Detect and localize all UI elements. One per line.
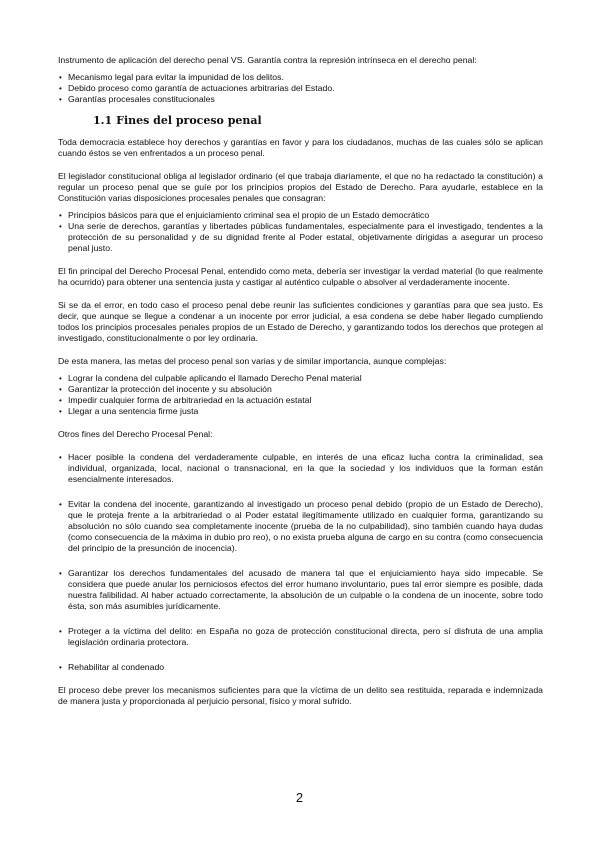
section-heading [58,114,543,128]
list-item: • Mecanismo legal para evitar la impunidad de los delitos. [58,72,543,83]
paragraph: Si se da el error, en todo caso el proceso penal debe reunir las suficientes condiciones y garantías para que sea justo. Es decir, que aunque se llegue a condenar a un inocente por error judicial, a esa condena se debe haber llegado cumpliendo todos los principios procesales penales propios de un Estado de Derecho, y garantizando todos los derechos que protegen al investigado, constitucionalmente o por ley ordinaria. [58,300,543,343]
other-aims-list [58,452,543,673]
list-item: • Garantías procesales constitucionales [58,94,543,105]
list-item: • Rehabilitar al condenado [58,662,543,673]
list-item: • Impedir cualquier forma de arbitrariedad en la actuación estatal [58,395,543,406]
list-item: • Proteger a la víctima del delito: en España no goza de protección constitucional directa, pero sí disfruta de una amplia legislación ordinaria protectora. [58,626,543,648]
section-title: Fines del proceso penal [116,114,262,127]
intro-paragraph: Instrumento de aplicación del derecho penal VS. Garantía contra la represión intrínseca en el derecho penal: [58,55,477,65]
list-item: • Llegar a una sentencia firme justa [58,406,543,417]
page-number: 2 [295,790,304,805]
list-item: • Lograr la condena del culpable aplicando el llamado Derecho Penal material [58,373,543,384]
paragraph: El fin principal del Derecho Procesal Penal, entendido como meta, debería ser investigar la verdad material (lo que realmente ha ocurrido) para obtener una sentencia justa y castigar al auténtico culpable o absolver al verdaderamente inocente. [58,266,543,287]
constitution-list [58,210,543,254]
list-item: • Debido proceso como garantía de actuaciones arbitrarias del Estado. [58,83,543,94]
paragraph: El proceso debe prever los mecanismos suficientes para que la víctima de un delito sea restituida, reparada e indemnizada de manera justa y proporcionada al perjuicio personal, físico y moral sufrido. [58,685,543,706]
list-item: • Evitar la condena del inocente, garantizando al investigado un proceso penal debido (propio de un Estado de Derecho), que le proteja frente a la arbitrariedad o al Poder estatal ilegítimamente utilizado en cualquier forma, garantizando su absolución no sólo cuando sea completamente inocente (prueba de la no culpabilidad), sino también cuando haya dudas (como consecuencia de la máxima in dubio pro reo), o no exista prueba alguna de cargo en su contra (como consecuencia del principio de la presunción de inocencia). [58,499,543,554]
list-item: • Principios básicos para que el enjuiciamiento criminal sea el propio de un Estado democrático [58,210,543,221]
paragraph: De esta manera, las metas del proceso penal son varias y de similar importancia, aunque complejas: [58,356,447,366]
paragraph: Toda democracia establece hoy derechos y garantías en favor y para los ciudadanos, muchas de las cuales sólo se aplican cuando éstos se ven enfrentados a un proceso penal. [58,137,543,158]
paragraph: El legislador constitucional obliga al legislador ordinario (el que trabaja diariamente, el que no ha redactado la constitución) a regular un proceso penal que se guíe por los principios propios del Estado de Derecho. Para ayudarle, establece en la Constitución varias disposiciones procesales penales que consagran: [58,171,543,203]
list-item: • Garantizar la protección del inocente y su absolución [58,384,543,395]
list-item: • Hacer posible la condena del verdaderamente culpable, en interés de una eficaz lucha contra la criminalidad, sea individual, organizada, local, nacional o transnacional, en la que la sociedad y los individuos que la forman están esencialmente interesados. [58,452,543,485]
list-item: • Una serie de derechos, garantías y libertades públicas fundamentales, especialmente para el investigado, tendentes a la protección de su personalidad y de su dignidad frente al Poder estatal, objetivamente dirigidas a asegurar un proceso penal justo. [58,221,543,254]
list-item: • Garantizar los derechos fundamentales del acusado de manera tal que el enjuiciamiento haya sido impecable. Se considera que puede anular los perniciosos efectos del error humano involuntario, pues tal error siempre es posible, dada nuestra falibilidad. Al haber actuado correctamente, la absolución de un culpable o la condena de un inocente, sobre todo ésta, son más asumibles jurídicamente. [58,568,543,612]
document-body [58,55,543,707]
intro-list [58,72,543,105]
section-number: 1.1 [93,114,113,127]
paragraph: Otros fines del Derecho Procesal Penal: [58,429,213,439]
goals-list [58,373,543,417]
